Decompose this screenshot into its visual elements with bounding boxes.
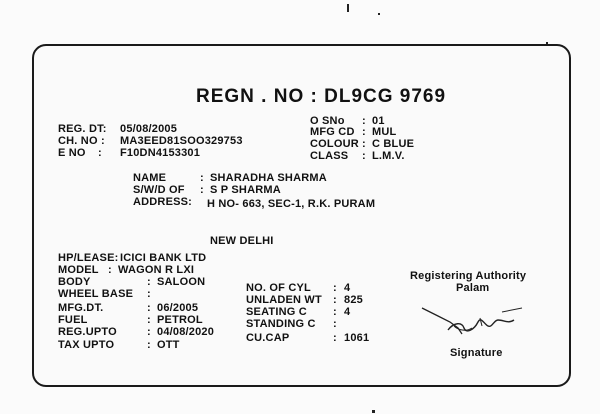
model-label: MODEL bbox=[58, 264, 99, 276]
body-value: SALOON bbox=[157, 276, 206, 288]
reg-upto-separator: : bbox=[147, 326, 151, 338]
unladen-wt-label: UNLADEN WT bbox=[246, 294, 322, 306]
standing-label: STANDING C bbox=[246, 318, 316, 330]
fuel-separator: : bbox=[147, 314, 151, 326]
chassis-no-label: CH. NO : bbox=[58, 135, 105, 147]
body-label: BODY bbox=[58, 276, 91, 288]
osno-separator: : bbox=[362, 115, 366, 127]
no-of-cyl-separator: : bbox=[333, 282, 337, 294]
hp-lease-label: HP/LEASE: bbox=[58, 252, 119, 264]
no-of-cyl-label: NO. OF CYL bbox=[246, 282, 311, 294]
wheel-base-separator: : bbox=[147, 288, 151, 300]
fuel-value: PETROL bbox=[157, 314, 203, 326]
signature-label: Signature bbox=[450, 347, 503, 359]
seating-label: SEATING C bbox=[246, 306, 307, 318]
mfg-dt-value: 06/2005 bbox=[157, 302, 199, 314]
class-value: L.M.V. bbox=[372, 150, 405, 162]
engine-no-value: F10DN4153301 bbox=[120, 147, 201, 159]
owner-name-value: SHARADHA SHARMA bbox=[210, 172, 327, 184]
scan-speck bbox=[378, 13, 380, 15]
class-separator: : bbox=[362, 150, 366, 162]
registration-number-title: REGN . NO : DL9CG 9769 bbox=[196, 86, 447, 107]
cu-cap-label: CU.CAP bbox=[246, 332, 290, 344]
colour-value: C BLUE bbox=[372, 138, 415, 150]
owner-name-separator: : bbox=[200, 172, 204, 184]
swdof-value: S P SHARMA bbox=[210, 184, 281, 196]
standing-separator: : bbox=[333, 318, 337, 330]
owner-name-label: NAME bbox=[133, 172, 167, 184]
mfg-dt-separator: : bbox=[147, 302, 151, 314]
tax-upto-value: OTT bbox=[157, 339, 180, 351]
model-value: WAGON R LXI bbox=[118, 264, 195, 276]
cu-cap-separator: : bbox=[333, 332, 337, 344]
colour-separator: : bbox=[362, 138, 366, 150]
wheel-base-label: WHEEL BASE bbox=[58, 288, 134, 300]
osno-value: 01 bbox=[372, 115, 385, 127]
no-of-cyl-value: 4 bbox=[344, 282, 351, 294]
body-separator: : bbox=[147, 276, 151, 288]
swdof-separator: : bbox=[200, 184, 204, 196]
reg-upto-value: 04/08/2020 bbox=[157, 326, 215, 338]
mfg-cd-separator: : bbox=[362, 126, 366, 138]
authority-location: Palam bbox=[456, 282, 490, 294]
tax-upto-label: TAX UPTO bbox=[58, 339, 115, 351]
regn-dt-value: 05/08/2005 bbox=[120, 123, 178, 135]
cu-cap-value: 1061 bbox=[344, 332, 370, 344]
engine-no-separator: : bbox=[98, 147, 102, 159]
scan-speck bbox=[372, 410, 375, 413]
seating-value: 4 bbox=[344, 306, 351, 318]
scan-speck bbox=[347, 4, 349, 12]
hp-lease-value: ICICI BANK LTD bbox=[120, 252, 207, 264]
signature-mark bbox=[418, 296, 530, 338]
city: NEW DELHI bbox=[210, 235, 274, 247]
reg-upto-label: REG.UPTO bbox=[58, 326, 117, 338]
swdof-label: S/W/D OF bbox=[133, 184, 185, 196]
mfg-cd-value: MUL bbox=[372, 126, 397, 138]
unladen-wt-value: 825 bbox=[344, 294, 363, 306]
seating-separator: : bbox=[333, 306, 337, 318]
regn-dt-label: REG. DT: bbox=[58, 123, 107, 135]
address-label: ADDRESS: bbox=[133, 196, 193, 208]
address-value: H NO- 663, SEC-1, R.K. PURAM bbox=[207, 198, 376, 210]
unladen-wt-separator: : bbox=[333, 294, 337, 306]
model-separator: : bbox=[108, 264, 112, 276]
registering-authority: Registering Authority bbox=[410, 270, 527, 282]
class-label: CLASS bbox=[310, 150, 349, 162]
engine-no-label: E NO bbox=[58, 147, 86, 159]
colour-label: COLOUR bbox=[310, 138, 359, 150]
tax-upto-separator: : bbox=[147, 339, 151, 351]
mfg-dt-label: MFG.DT. bbox=[58, 302, 104, 314]
osno-label: O SNo bbox=[310, 115, 345, 127]
mfg-cd-label: MFG CD bbox=[310, 126, 355, 138]
fuel-label: FUEL bbox=[58, 314, 88, 326]
chassis-no-value: MA3EED81SOO329753 bbox=[120, 135, 243, 147]
